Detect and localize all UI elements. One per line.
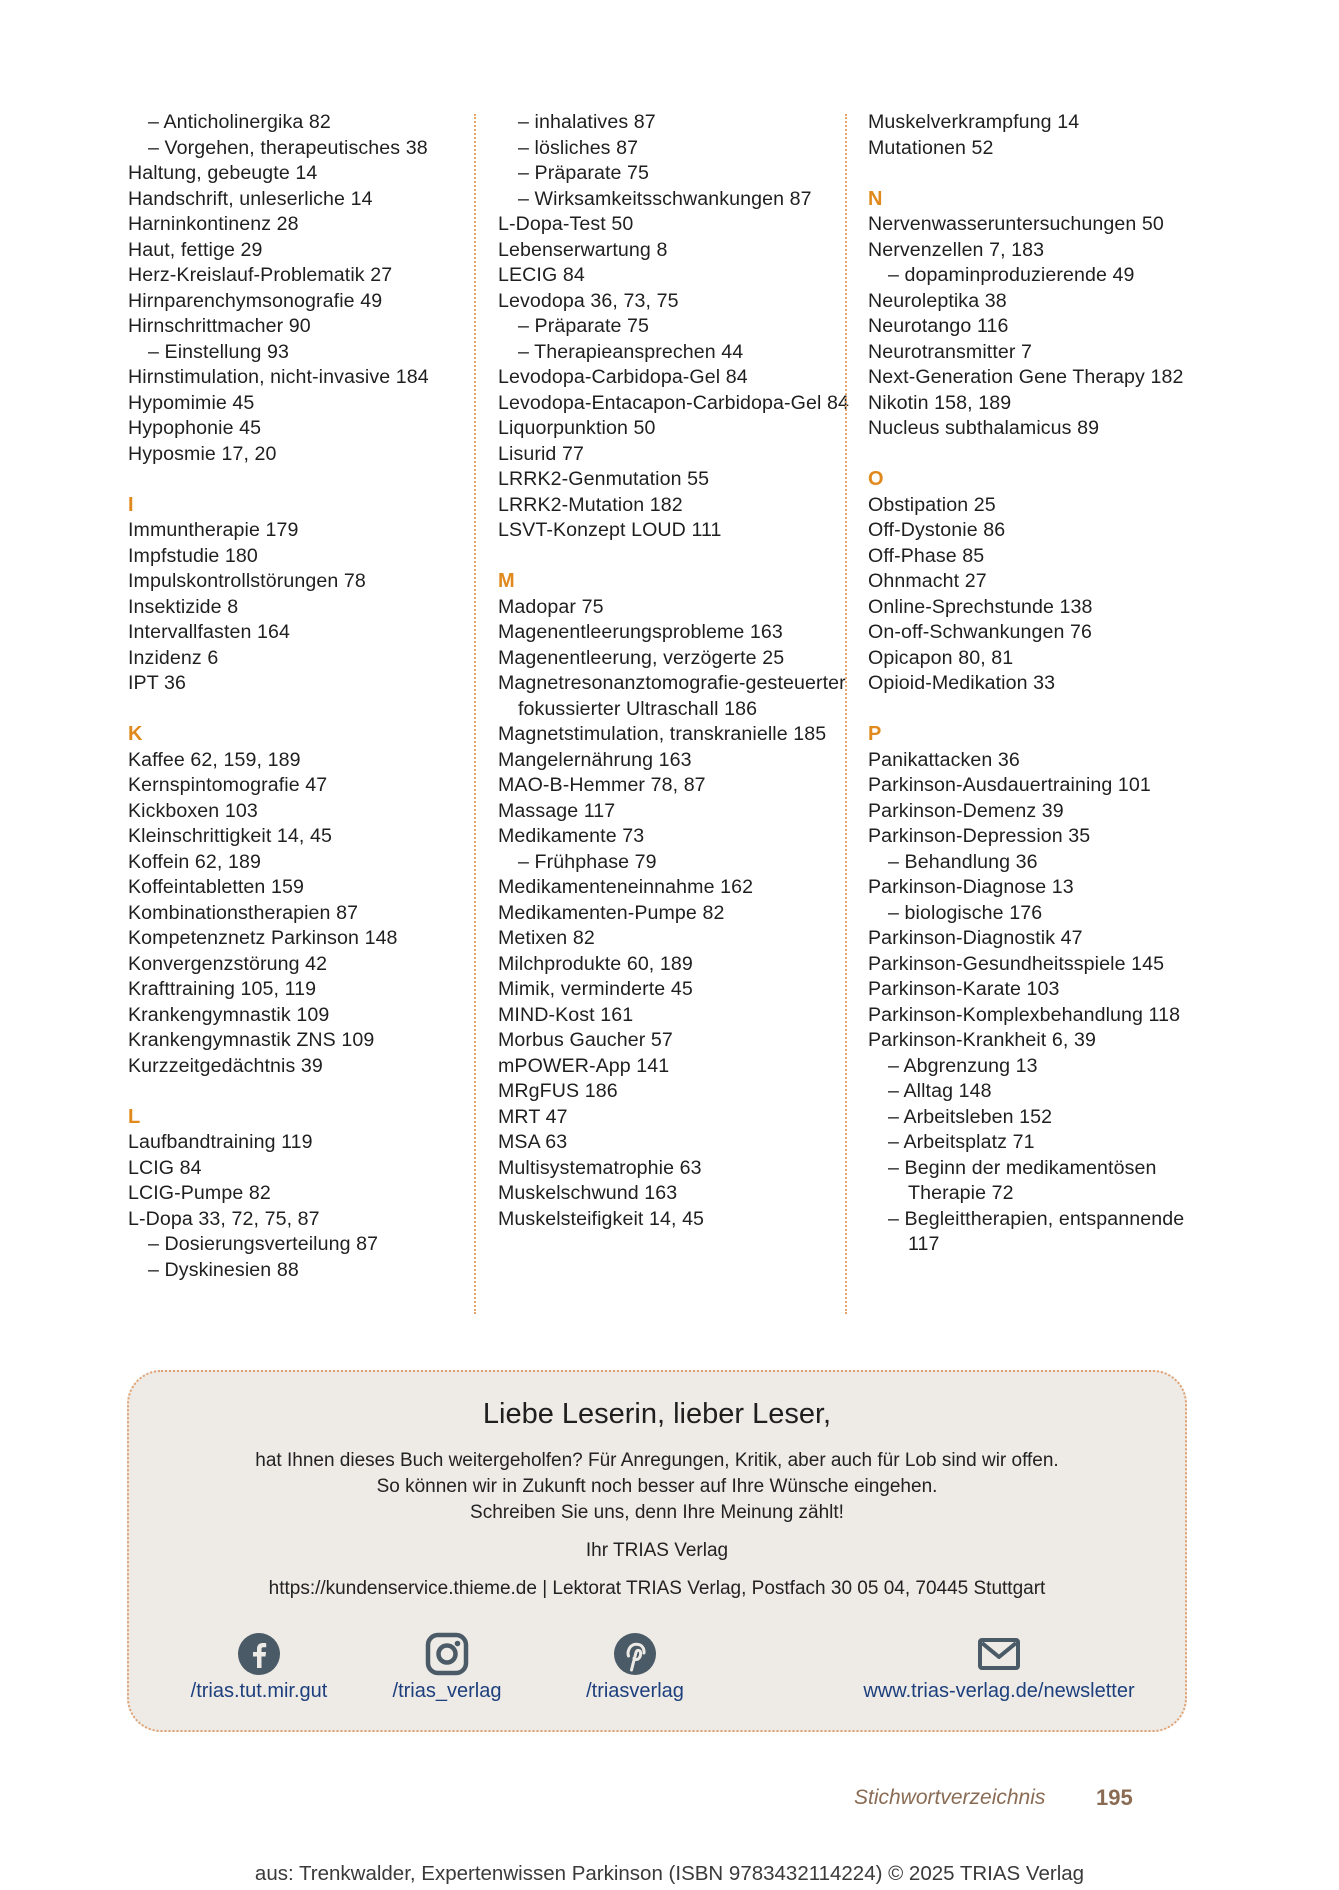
index-entry: Hirnschrittmacher 90 <box>128 315 311 337</box>
index-entry: Nikotin 158, 189 <box>868 391 1012 414</box>
index-entry: mPOWER-App 141 <box>498 1054 670 1077</box>
index-subentry: – Begleittherapien, entspannende 117 <box>888 1207 1185 1255</box>
index-entry: Konvergenzstörung 42 <box>128 952 328 975</box>
index-entry: Parkinson-Demenz 39 <box>868 799 1064 822</box>
pinterest-icon <box>613 1632 657 1676</box>
index-entry: Haut, fettige 29 <box>128 238 263 261</box>
index-entry: Magnetstimulation, transkranielle 185 <box>498 723 827 745</box>
index-entry: Hypophonie 45 <box>128 417 262 439</box>
index-subentry: – Wirksamkeitsschwankungen 87 <box>518 187 812 210</box>
index-entry: Opicapon 80, 81 <box>868 646 1014 669</box>
facebook-icon <box>237 1632 281 1676</box>
index-entry: Online-Sprechstunde 138 <box>868 595 1093 618</box>
index-entry: Medikamenteneinnahme 162 <box>498 876 754 898</box>
index-entry: On-off-Schwankungen 76 <box>868 621 1093 643</box>
index-entry: Opioid-Medikation 33 <box>868 672 1056 694</box>
index-subentry: – lösliches 87 <box>518 136 639 159</box>
index-entry: Kurzzeitgedächtnis 39 <box>128 1054 323 1077</box>
feedback-text-line: hat Ihnen dieses Buch weitergeholfen? Für Anregungen, Kritik, aber auch für Lob sind wir offen. <box>255 1450 1059 1471</box>
index-entry: Parkinson-Depression 35 <box>868 825 1091 847</box>
index-subentry: – dopaminproduzierende 49 <box>888 264 1135 286</box>
index-entry: Impulskontrollstörungen 78 <box>128 570 366 592</box>
pinterest-link[interactable]: /triasverlag <box>586 1680 684 1702</box>
index-column-1 <box>128 110 480 1283</box>
index-entry: Levodopa-Carbidopa-Gel 84 <box>498 366 748 388</box>
index-entry: MRgFUS 186 <box>498 1080 618 1102</box>
index-entry: Metixen 82 <box>498 927 595 949</box>
social-pinterest[interactable] <box>535 1632 735 1703</box>
index-subentry: – Einstellung 93 <box>148 340 290 363</box>
index-entry: Hirnstimulation, nicht-invasive 184 <box>128 366 429 388</box>
index-subentry: – Frühphase 79 <box>518 850 657 873</box>
index-entry: Magenentleerung, verzögerte 25 <box>498 646 785 669</box>
index-entry: Off-Phase 85 <box>868 544 985 567</box>
index-entry: Harninkontinenz 28 <box>128 213 299 235</box>
index-column-2 <box>498 110 850 1232</box>
index-entry: MAO-B-Hemmer 78, 87 <box>498 774 706 796</box>
index-entry: Impfstudie 180 <box>128 544 258 567</box>
index-entry: Parkinson-Diagnostik 47 <box>868 927 1083 949</box>
social-newsletter[interactable] <box>849 1632 1149 1703</box>
index-entry: Parkinson-Krankheit 6, 39 <box>868 1029 1096 1051</box>
index-entry: Neuroleptika 38 <box>868 289 1007 312</box>
index-subentry: – Therapieansprechen 44 <box>518 340 744 363</box>
index-entry: LRRK2-Mutation 182 <box>498 493 683 516</box>
index-entry: Hirnparenchymsonografie 49 <box>128 289 383 312</box>
index-entry: Lebenserwartung 8 <box>498 238 668 261</box>
index-entry: LCIG-Pumpe 82 <box>128 1182 271 1204</box>
index-entry: Insektizide 8 <box>128 595 239 618</box>
index-entry: Mutationen 52 <box>868 136 994 159</box>
index-entry: Milchprodukte 60, 189 <box>498 952 693 975</box>
index-letter-heading: N <box>868 187 883 210</box>
index-entry: Koffeintabletten 159 <box>128 876 304 898</box>
section-label: Stichwortverzeichnis <box>854 1786 1046 1809</box>
feedback-signature: Ihr TRIAS Verlag <box>585 1540 729 1561</box>
index-subentry: – Beginn der medikamentösen Therapie 72 <box>888 1156 1157 1204</box>
social-instagram[interactable] <box>347 1632 547 1703</box>
index-entry: LSVT-Konzept LOUD 111 <box>498 519 722 541</box>
index-entry: Mimik, verminderte 45 <box>498 978 693 1000</box>
instagram-link[interactable]: /trias_verlag <box>392 1680 502 1702</box>
index-entry: Magnetresonanztomografie-gesteuerter fokussierter Ultraschall 186 <box>498 672 846 720</box>
index-entry: Laufbandtraining 119 <box>128 1131 313 1153</box>
index-entry: Kaffee 62, 159, 189 <box>128 748 301 771</box>
index-subentry: – Abgrenzung 13 <box>888 1054 1038 1077</box>
index-entry: Herz-Kreislauf-Problematik 27 <box>128 264 393 286</box>
index-entry: Koffein 62, 189 <box>128 850 261 873</box>
index-entry: LCIG 84 <box>128 1156 202 1179</box>
index-entry: Lisurid 77 <box>498 442 584 465</box>
index-subentry: – Behandlung 36 <box>888 850 1038 873</box>
index-entry: L-Dopa-Test 50 <box>498 213 634 235</box>
index-entry: Krafttraining 105, 119 <box>128 978 317 1000</box>
mail-icon <box>977 1632 1021 1676</box>
newsletter-link[interactable]: www.trias-verlag.de/newsletter <box>863 1680 1135 1702</box>
index-entry: Neurotango 116 <box>868 315 1009 337</box>
index-entry: Ohnmacht 27 <box>868 570 987 592</box>
index-entry: Off-Dystonie 86 <box>868 519 1006 541</box>
index-entry: Massage 117 <box>498 799 616 822</box>
index-subentry: – inhalatives 87 <box>518 111 656 133</box>
index-entry: Nervenzellen 7, 183 <box>868 238 1045 261</box>
index-entry: LRRK2-Genmutation 55 <box>498 468 710 490</box>
index-letter-heading: P <box>868 723 882 745</box>
index-subentry: – Alltag 148 <box>888 1080 992 1102</box>
index-entry: Panikattacken 36 <box>868 748 1020 771</box>
index-entry: Inzidenz 6 <box>128 646 219 669</box>
index-subentry: – Vorgehen, therapeutisches 38 <box>148 136 428 159</box>
index-entry: Medikamenten-Pumpe 82 <box>498 901 725 924</box>
index-subentry: – Arbeitsplatz 71 <box>888 1131 1035 1153</box>
index-entry: MIND-Kost 161 <box>498 1003 634 1026</box>
index-entry: Parkinson-Gesundheitsspiele 145 <box>868 952 1165 975</box>
index-entry: Liquorpunktion 50 <box>498 417 656 439</box>
index-entry: LECIG 84 <box>498 264 585 286</box>
index-entry: Madopar 75 <box>498 595 604 618</box>
index-entry: Mangelernährung 163 <box>498 748 692 771</box>
feedback-text-line: Schreiben Sie uns, denn Ihre Meinung zählt! <box>470 1502 844 1523</box>
index-entry: Levodopa 36, 73, 75 <box>498 289 679 312</box>
index-entry: Obstipation 25 <box>868 493 996 516</box>
column-separator <box>474 114 476 1314</box>
index-letter-heading: K <box>128 723 143 745</box>
index-entry: Handschrift, unleserliche 14 <box>128 187 373 210</box>
index-entry: Immuntherapie 179 <box>128 519 299 541</box>
index-subentry: – Präparate 75 <box>518 315 650 337</box>
feedback-title: Liebe Leserin, lieber Leser, <box>482 1398 832 1430</box>
index-entry: Parkinson-Ausdauertraining 101 <box>868 774 1151 796</box>
index-column-3 <box>868 110 1220 1258</box>
feedback-text-line: So können wir in Zukunft noch besser auf Ihre Wünsche eingehen. <box>376 1476 938 1497</box>
index-entry: Muskelsteifigkeit 14, 45 <box>498 1207 705 1230</box>
index-subentry: – biologische 176 <box>888 901 1043 924</box>
index-entry: Nucleus subthalamicus 89 <box>868 417 1100 439</box>
index-entry: Krankengymnastik 109 <box>128 1003 330 1026</box>
index-letter-heading: L <box>128 1105 141 1128</box>
index-entry: Multisystematrophie 63 <box>498 1156 702 1179</box>
feedback-box <box>127 1370 1187 1732</box>
index-letter-heading: O <box>868 468 884 490</box>
index-entry: Intervallfasten 164 <box>128 621 291 643</box>
index-subentry: – Anticholinergika 82 <box>148 111 331 133</box>
index-entry: MSA 63 <box>498 1131 568 1153</box>
feedback-contact[interactable]: https://kundenservice.thieme.de | Lektorat TRIAS Verlag, Postfach 30 05 04, 70445 Stuttgart <box>268 1578 1046 1599</box>
index-subentry: – Arbeitsleben 152 <box>888 1105 1053 1128</box>
index-entry: Parkinson-Komplexbehandlung 118 <box>868 1003 1181 1026</box>
index-entry: Muskelverkrampfung 14 <box>868 111 1080 133</box>
social-facebook[interactable] <box>159 1632 359 1703</box>
index-letter-heading: I <box>128 493 134 516</box>
index-letter-heading: M <box>498 570 515 592</box>
index-entry: Parkinson-Diagnose 13 <box>868 876 1074 898</box>
index-subentry: – Dyskinesien 88 <box>148 1258 299 1281</box>
index-entry: Magenentleerungsprobleme 163 <box>498 621 783 643</box>
index-entry: Kompetenznetz Parkinson 148 <box>128 927 398 949</box>
index-subentry: – Dosierungsverteilung 87 <box>148 1233 379 1255</box>
index-entry: Medikamente 73 <box>498 825 645 847</box>
index-entry: Kleinschrittigkeit 14, 45 <box>128 825 332 847</box>
source-credit: aus: Trenkwalder, Expertenwissen Parkinson (ISBN 9783432114224) © 2025 TRIAS Verlag <box>254 1862 1085 1885</box>
index-subentry: – Präparate 75 <box>518 162 650 184</box>
index-entry: Levodopa-Entacapon-Carbidopa-Gel 84 <box>498 391 849 414</box>
index-entry: Nervenwasseruntersuchungen 50 <box>868 213 1164 235</box>
index-entry: Kernspintomografie 47 <box>128 774 328 796</box>
index-entry: Muskelschwund 163 <box>498 1182 678 1204</box>
index-entry: MRT 47 <box>498 1105 568 1128</box>
instagram-icon <box>425 1632 469 1676</box>
index-entry: Krankengymnastik ZNS 109 <box>128 1029 375 1051</box>
index-entry: IPT 36 <box>128 672 186 694</box>
facebook-link[interactable]: /trias.tut.mir.gut <box>190 1680 328 1702</box>
index-entry: Kickboxen 103 <box>128 799 258 822</box>
index-entry: Kombinationstherapien 87 <box>128 901 359 924</box>
page-number: 195 <box>1096 1785 1133 1810</box>
index-entry: Haltung, gebeugte 14 <box>128 162 318 184</box>
index-entry: Neurotransmitter 7 <box>868 340 1033 363</box>
index-entry: Hyposmie 17, 20 <box>128 442 277 465</box>
index-entry: Hypomimie 45 <box>128 391 255 414</box>
index-entry: L-Dopa 33, 72, 75, 87 <box>128 1207 320 1230</box>
index-entry: Morbus Gaucher 57 <box>498 1029 673 1051</box>
column-separator <box>845 114 847 1314</box>
index-entry: Parkinson-Karate 103 <box>868 978 1060 1000</box>
index-entry: Next-Generation Gene Therapy 182 <box>868 366 1184 388</box>
